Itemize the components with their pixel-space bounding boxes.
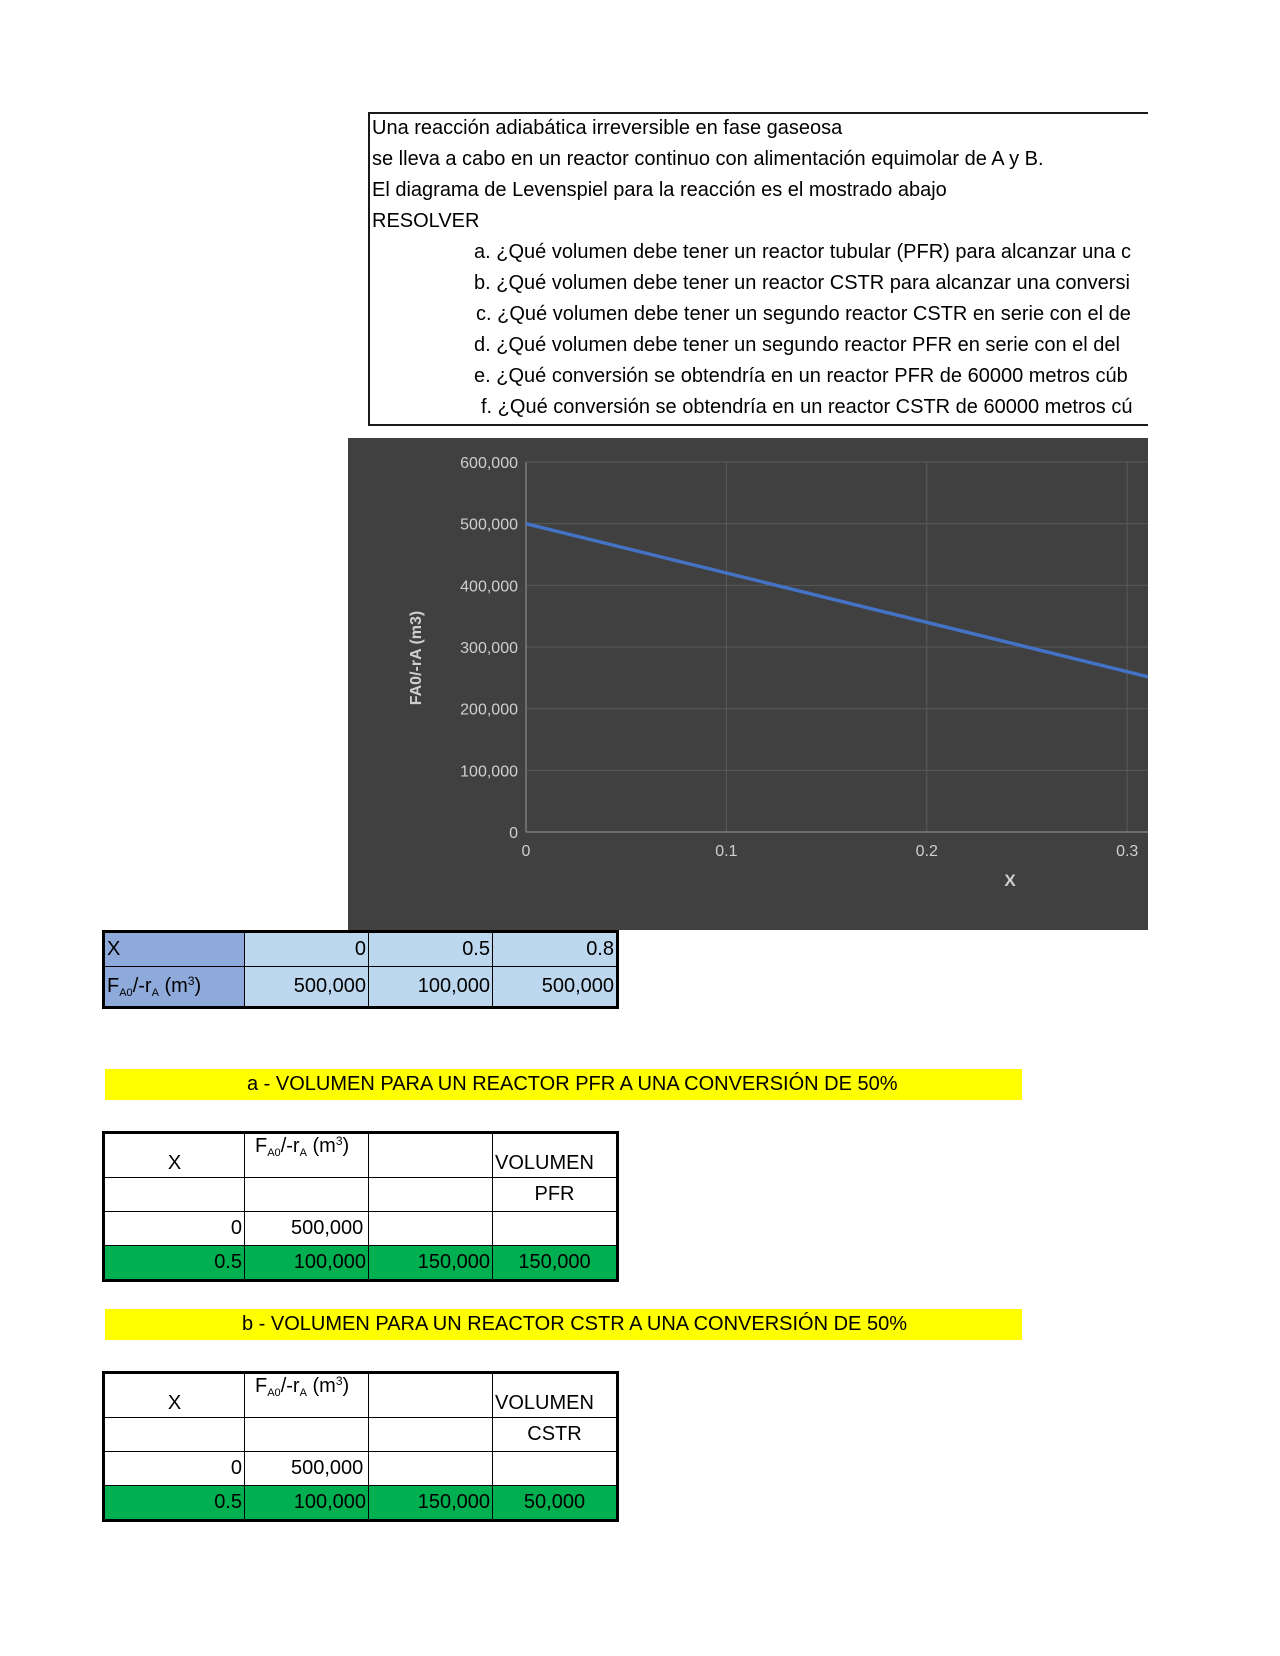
- x-tick-label: 0.2: [915, 843, 938, 860]
- question-f: f. ¿Qué conversión se obtendría en un reactor CSTR de 60000 metros cú: [481, 396, 1133, 418]
- cstr-row2-volume: 50,000: [493, 1486, 617, 1520]
- cstr-row2-area: 150,000: [369, 1486, 493, 1520]
- cstr-header-f-mid: /-r: [280, 1375, 300, 1397]
- cstr-row2-fa0: 100,000: [245, 1486, 369, 1520]
- pfr-empty-cell: [105, 1178, 245, 1212]
- pfr-volume-table: [104, 1133, 617, 1280]
- pfr-header-volume: VOLUMEN: [493, 1134, 617, 1178]
- pfr-row2-fa0: 100,000: [245, 1246, 369, 1280]
- pfr-header-f-sup: 3: [335, 1134, 343, 1148]
- cstr-header-volume: VOLUMEN: [493, 1374, 617, 1418]
- pfr-row1-fa0: 500,000: [245, 1212, 369, 1246]
- y-axis-title: FA0/-rA (m3): [408, 610, 425, 706]
- cstr-row1-x: 0: [105, 1452, 245, 1486]
- pfr-row1-area: [369, 1212, 493, 1246]
- cstr-row1-volume: [493, 1452, 617, 1486]
- pfr-header-f-unit: (m: [306, 1135, 336, 1157]
- pfr-header-f-end: ): [342, 1135, 350, 1157]
- problem-line-2: se lleva a cabo en un reactor continuo con alimentación equimolar de A y B.: [372, 148, 1044, 170]
- section-b-banner: [105, 1309, 1022, 1340]
- fa0-label-unit: (m: [158, 975, 188, 997]
- fa0-value-cell: 100,000: [369, 967, 493, 1007]
- cstr-header-f-end: ): [342, 1375, 350, 1397]
- fa0-value-cell: 500,000: [493, 967, 617, 1007]
- pfr-empty-cell: [369, 1178, 493, 1212]
- cstr-volume-table: [104, 1373, 617, 1520]
- cstr-header-f-sup: 3: [335, 1374, 343, 1388]
- question-a: a. ¿Qué volumen debe tener un reactor tubular (PFR) para alcanzar una c: [474, 241, 1132, 263]
- y-tick-label: 400,000: [460, 578, 518, 596]
- chart-svg: [348, 438, 1148, 930]
- x-tick-label: 0.3: [1116, 843, 1139, 860]
- pfr-header-f-mid: /-r: [280, 1135, 300, 1157]
- pfr-row1-volume: [493, 1212, 617, 1246]
- cstr-header-f-sub2: A: [299, 1387, 307, 1399]
- pfr-header-f: F: [255, 1135, 268, 1157]
- fa0-label-end: ): [194, 975, 202, 997]
- cstr-row1-area: [369, 1452, 493, 1486]
- x-value-cell: 0.8: [493, 933, 617, 967]
- pfr-header-x: X: [105, 1134, 245, 1178]
- cstr-header-f: F: [255, 1375, 268, 1397]
- y-tick-label: 500,000: [460, 516, 518, 534]
- x-value-cell: 0: [245, 933, 369, 967]
- cstr-header-x: X: [105, 1374, 245, 1418]
- fa0-value-cell: 500,000: [245, 967, 369, 1007]
- x-axis-title: X: [1004, 871, 1016, 890]
- y-tick-label: 0: [509, 825, 518, 842]
- section-b-title: b - VOLUMEN PARA UN REACTOR CSTR A UNA CONVERSIÓN DE 50%: [242, 1313, 907, 1335]
- pfr-row2-volume: 150,000: [493, 1246, 617, 1280]
- pfr-empty-cell: [245, 1178, 369, 1212]
- levenspiel-chart: [348, 438, 1148, 930]
- fa0-label-mid: /-r: [132, 975, 152, 997]
- cstr-empty-cell: [369, 1418, 493, 1452]
- y-tick-label: 600,000: [460, 455, 518, 472]
- y-tick-label: 300,000: [460, 640, 518, 657]
- section-a-banner: [105, 1069, 1022, 1100]
- fa0-label-sup: 3: [187, 974, 195, 988]
- pfr-header-f-sub2: A: [299, 1147, 307, 1159]
- x-label-cell: X: [105, 933, 245, 967]
- cstr-empty-cell: [105, 1418, 245, 1452]
- pfr-header-f-sub: A0: [267, 1147, 281, 1159]
- pfr-row2-area: 150,000: [369, 1246, 493, 1280]
- section-a-title: a - VOLUMEN PARA UN REACTOR PFR A UNA CONVERSIÓN DE 50%: [247, 1073, 898, 1095]
- problem-line-4: RESOLVER: [372, 210, 480, 232]
- pfr-header-type: PFR: [493, 1178, 617, 1212]
- question-b: b. ¿Qué volumen debe tener un reactor CSTR para alcanzar una conversi: [474, 272, 1130, 294]
- problem-line-1: Una reacción adiabática irreversible en fase gaseosa: [372, 117, 843, 139]
- y-tick-label: 200,000: [460, 701, 518, 719]
- question-e: e. ¿Qué conversión se obtendría en un reactor PFR de 60000 metros cúb: [474, 365, 1128, 387]
- cstr-header-empty: [369, 1374, 493, 1418]
- cstr-header-fa0: [245, 1374, 369, 1418]
- pfr-header-empty: [369, 1134, 493, 1178]
- cstr-header-f-unit: (m: [306, 1375, 336, 1397]
- question-c: c. ¿Qué volumen debe tener un segundo reactor CSTR en serie con el de: [476, 303, 1131, 325]
- fa0-label-sub2: A: [151, 987, 159, 999]
- pfr-row2-x: 0.5: [105, 1246, 245, 1280]
- x-tick-label: 0: [521, 843, 531, 860]
- x-tick-label: 0.1: [715, 843, 738, 860]
- pfr-row1-x: 0: [105, 1212, 245, 1246]
- problem-line-3: El diagrama de Levenspiel para la reacción es el mostrado abajo: [372, 179, 947, 201]
- fa0-label-f: F: [107, 975, 120, 997]
- levenspiel-data-table: [104, 932, 617, 1007]
- question-d: d. ¿Qué volumen debe tener un segundo reactor PFR en serie con el del: [474, 334, 1120, 356]
- fa0-label-sub: A0: [119, 987, 133, 999]
- cstr-empty-cell: [245, 1418, 369, 1452]
- problem-statement: [368, 112, 1148, 426]
- x-value-cell: 0.5: [369, 933, 493, 967]
- cstr-header-type: CSTR: [493, 1418, 617, 1452]
- fa0-label-cell: [105, 967, 245, 1007]
- y-tick-label: 100,000: [460, 763, 518, 781]
- cstr-header-f-sub: A0: [267, 1387, 281, 1399]
- cstr-row2-x: 0.5: [105, 1486, 245, 1520]
- cstr-row1-fa0: 500,000: [245, 1452, 369, 1486]
- pfr-header-fa0: [245, 1134, 369, 1178]
